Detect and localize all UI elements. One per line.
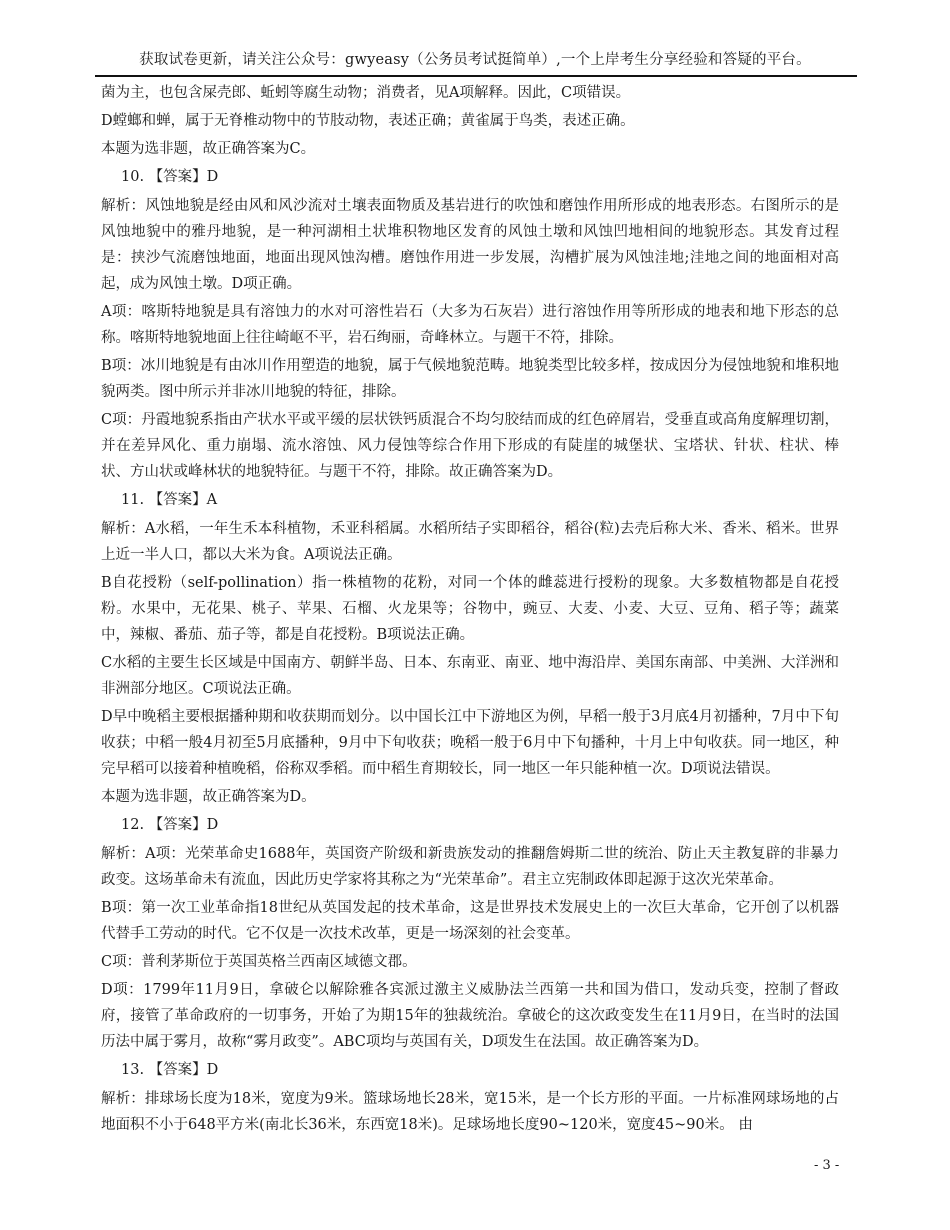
answer-heading-11: 11. 【答案】A — [121, 492, 218, 508]
document-body — [101, 80, 839, 1140]
answer-heading-13: 13. 【答案】D — [121, 1062, 219, 1078]
paragraph: 解析：A水稻，一年生禾本科植物，禾亚科稻属。水稻所结子实即稻谷，稻谷(粒)去壳后称大米、香米、稻米。世界上近一半人口，都以大米为食。A项说法正确。 — [101, 521, 839, 563]
paragraph: B自花授粉（self-pollination）指一株植物的花粉，对同一个体的雌蕊进行授粉的现象。大多数植物都是自花授粉。水果中，无花果、桃子、苹果、石榴、火龙果等；谷物中，豌豆、大麦、小麦、大豆、豆角、稻子等；蔬菜中，辣椒、番茄、茄子等，都是自花授粉。B项说法正确。 — [101, 575, 839, 643]
paragraph: 本题为选非题，故正确答案为D。 — [101, 789, 316, 805]
paragraph: A项：喀斯特地貌是具有溶蚀力的水对可溶性岩石（大多为石灰岩）进行溶蚀作用等所形成的地表和地下形态的总称。喀斯特地貌地面上往往崎岖不平，岩石绚丽，奇峰林立。与题干不符，排除。 — [101, 304, 839, 346]
answer-heading-10: 10. 【答案】D — [121, 169, 219, 185]
paragraph: D早中晚稻主要根据播种期和收获期而划分。以中国长江中下游地区为例，早稻一般于3月底4月初播种，7月中下旬收获；中稻一般4月初至5月底播种，9月中下旬收获；晚稻一般于6月中下旬播种，十月上中旬收获。同一地区，种完早稻可以接着种植晚稻，俗称双季稻。而中稻生育期较长，同一地区一年只能种植一次。D项说法错误。 — [101, 709, 839, 777]
paragraph: 解析：排球场长度为18米，宽度为9米。篮球场地长28米，宽15米，是一个长方形的平面。一片标准网球场地的占地面积不小于648平方米(南北长36米，东西宽18米)。足球场地长度90~120米，宽度45~90米。 由 — [101, 1091, 839, 1133]
paragraph: C项：丹霞地貌系指由产状水平或平缓的层状铁钙质混合不均匀胶结而成的红色碎屑岩，受垂直或高角度解理切割，并在差异风化、重力崩塌、流水溶蚀、风力侵蚀等综合作用下形成的有陡崖的城堡状、宝塔状、针状、柱状、棒状、方山状或峰林状的地貌特征。与题干不符，排除。故正确答案为D。 — [101, 412, 839, 480]
paragraph: 本题为选非题，故正确答案为C。 — [101, 141, 316, 157]
header-divider — [95, 75, 857, 77]
paragraph: C水稻的主要生长区域是中国南方、朝鲜半岛、日本、东南亚、南亚、地中海沿岸、美国东南部、中美洲、大洋洲和非洲部分地区。C项说法正确。 — [101, 655, 839, 697]
paragraph: B项：冰川地貌是有由冰川作用塑造的地貌，属于气候地貌范畴。地貌类型比较多样，按成因分为侵蚀地貌和堆积地貌两类。图中所示并非冰川地貌的特征，排除。 — [101, 358, 839, 400]
paragraph: 解析：A项：光荣革命史1688年，英国资产阶级和新贵族发动的推翻詹姆斯二世的统治、防止天主教复辟的非暴力政变。这场革命未有流血，因此历史学家将其称之为“光荣革命”。君主立宪制政体即起源于这次光荣革命。 — [101, 846, 839, 888]
paragraph: 解析：风蚀地貌是经由风和风沙流对土壤表面物质及基岩进行的吹蚀和磨蚀作用所形成的地表形态。右图所示的是风蚀地貌中的雅丹地貌，是一种河湖相土状堆积物地区发育的风蚀土墩和风蚀凹地相间的地貌形态。其发育过程是：挟沙气流磨蚀地面，地面出现风蚀沟槽。磨蚀作用进一步发展，沟槽扩展为风蚀洼地;洼地之间的地面相对高起，成为风蚀土墩。D项正确。 — [101, 198, 839, 292]
paragraph: 菌为主，也包含屎壳郎、蚯蚓等腐生动物；消费者，见A项解释。因此，C项错误。 — [101, 85, 631, 101]
paragraph: D项：1799年11月9日，拿破仑以解除雅各宾派过激主义威胁法兰西第一共和国为借口，发动兵变，控制了督政府，接管了革命政府的一切事务，开始了为期15年的独裁统治。拿破仑的这次政变发生在11月9日，在当时的法国历法中属于雾月，故称“雾月政变”。ABC项均与英国有关，D项发生在法国。故正确答案为D。 — [101, 982, 839, 1050]
answer-heading-12: 12. 【答案】D — [121, 817, 219, 833]
page-header: 获取试卷更新，请关注公众号：gwyeasy（公务员考试挺简单）,一个上岸考生分享经验和答疑的平台。 — [139, 52, 811, 68]
paragraph: C项：普利茅斯位于英国英格兰西南区域德文郡。 — [101, 954, 417, 970]
paragraph: D螳螂和蝉，属于无脊椎动物中的节肢动物，表述正确；黄雀属于鸟类，表述正确。 — [101, 113, 635, 129]
paragraph: B项：第一次工业革命指18世纪从英国发起的技术革命，这是世界技术发展史上的一次巨大革命，它开创了以机器代替手工劳动的时代。它不仅是一次技术改革，更是一场深刻的社会变革。 — [101, 900, 839, 942]
page-number: - 3 - — [814, 1158, 840, 1173]
